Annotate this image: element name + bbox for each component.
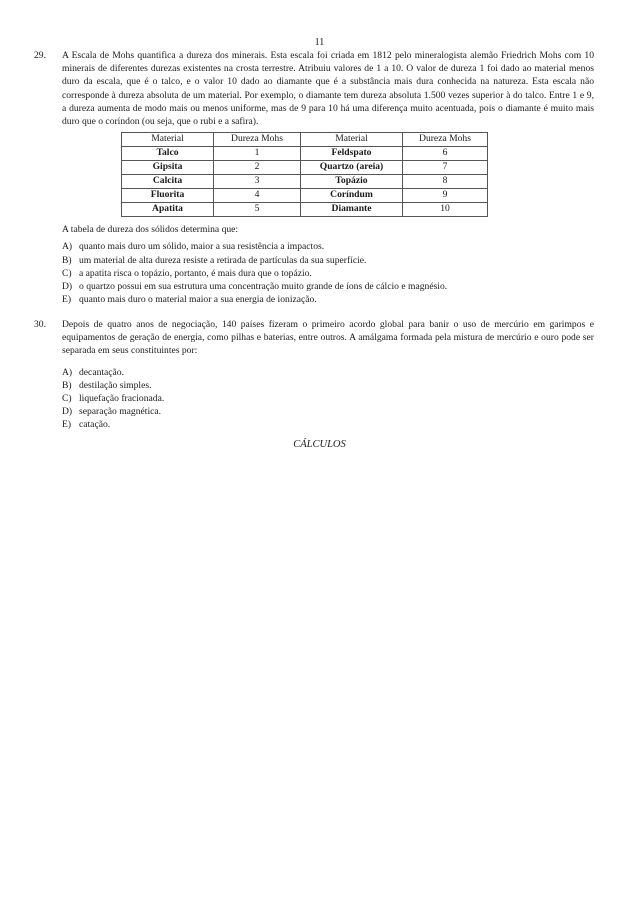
option-text: destilação simples. [79,379,152,391]
material-cell: Feldspato [301,147,403,161]
header-hardness: Dureza Mohs [403,133,488,147]
answer-option [62,254,594,267]
table-row [122,161,488,175]
material-cell: Topázio [301,175,403,189]
material-cell: Gipsita [122,161,214,175]
hardness-cell: 6 [403,147,488,161]
question-stem: A tabela de dureza dos sólidos determina que: [62,224,239,236]
hardness-cell: 5 [214,203,301,217]
answer-option [62,240,594,253]
question-number: 29. [34,50,46,61]
option-text: um material de alta dureza resiste a retirada de partículas da sua superfície. [79,254,367,266]
option-letter: E) [62,294,72,306]
material-cell: Apatita [122,203,214,217]
question-29 [34,49,594,306]
option-text: decantação. [79,366,125,378]
table-row [122,203,488,217]
material-cell: Coríndum [301,189,403,203]
option-letter: E) [62,419,72,431]
answer-option [62,392,594,405]
calculations-heading: CÁLCULOS [293,439,346,450]
option-letter: B) [62,379,72,391]
option-text: a apatita risca o topázio, portanto, é mais dura que o topázio. [79,267,312,279]
hardness-cell: 2 [214,161,301,175]
option-text: liquefação fracionada. [79,393,165,405]
option-letter: A) [62,366,73,378]
option-letter: C) [62,267,72,279]
table-row [122,189,488,203]
answer-option [62,366,594,379]
header-material: Material [301,133,403,147]
answer-option [62,280,594,293]
answer-option [62,418,594,431]
hardness-cell: 1 [214,147,301,161]
hardness-cell: 8 [403,175,488,189]
option-letter: A) [62,241,73,253]
page-number: 11 [314,37,325,48]
hardness-cell: 9 [403,189,488,203]
option-letter: D) [62,406,73,418]
question-text: A Escala de Mohs quantifica a dureza dos minerais. Esta escala foi criada em 1812 pelo mineralogista alemão Friedrich Mohs com 10 minerais de diferentes durezas existentes na crosta terrestre. Atribuiu valores de 1 a 10. O valor de dureza 1 foi dado ao material menos duro da escala, que é o talco, e o valor 10 dado ao diamante que é a substância mais dura conhecida na natureza. Esta escala não corresponde à dureza absoluta de um material. Por exemplo, o diamante tem dureza absoluta 1.500 vezes superior à do talco. Entre 1 e 9, a dureza aumenta de modo mais ou menos uniforme, mas de 9 para 10 há uma diferença muito acentuada, pois o diamante é muito mais duro que o coríndon (ou seja, que o rubi e a safira). [62,50,594,128]
option-text: quanto mais duro o material maior a sua energia de ionização. [79,294,317,306]
hardness-cell: 4 [214,189,301,203]
option-letter: B) [62,254,72,266]
table-row [122,175,488,189]
header-material: Material [122,133,214,147]
answer-option [62,379,594,392]
answer-options [62,240,594,306]
answer-option [62,405,594,418]
material-cell: Diamante [301,203,403,217]
option-text: quanto mais duro um sólido, maior a sua resistência a impactos. [79,241,325,253]
hardness-cell: 10 [403,203,488,217]
answer-option [62,293,594,306]
hardness-cell: 7 [403,161,488,175]
option-text: separação magnética. [79,406,162,418]
option-letter: C) [62,393,72,405]
material-cell: Calcita [122,175,214,189]
answer-option [62,267,594,280]
material-cell: Quartzo (areia) [301,161,403,175]
material-cell: Fluorita [122,189,214,203]
mohs-hardness-table [121,132,488,217]
question-text: Depois de quatro anos de negociação, 140 países fizeram o primeiro acordo global para banir o uso de mercúrio em garimpos e equipamentos de geração de energia, como pilhas e baterias, entre outros. A amálgama formada pela mistura de mercúrio e ouro pode ser separada em seus constituintes por: [62,319,594,357]
header-hardness: Dureza Mohs [214,133,301,147]
material-cell: Talco [122,147,214,161]
answer-options [62,366,594,432]
question-number: 30. [34,319,46,330]
option-text: catação. [79,419,111,431]
question-30 [34,318,594,432]
table-header-row [122,133,488,147]
hardness-cell: 3 [214,175,301,189]
table-row [122,147,488,161]
option-letter: D) [62,281,73,293]
option-text: o quartzo possui em sua estrutura uma concentração muito grande de íons de cálcio e magnésio. [79,281,448,293]
